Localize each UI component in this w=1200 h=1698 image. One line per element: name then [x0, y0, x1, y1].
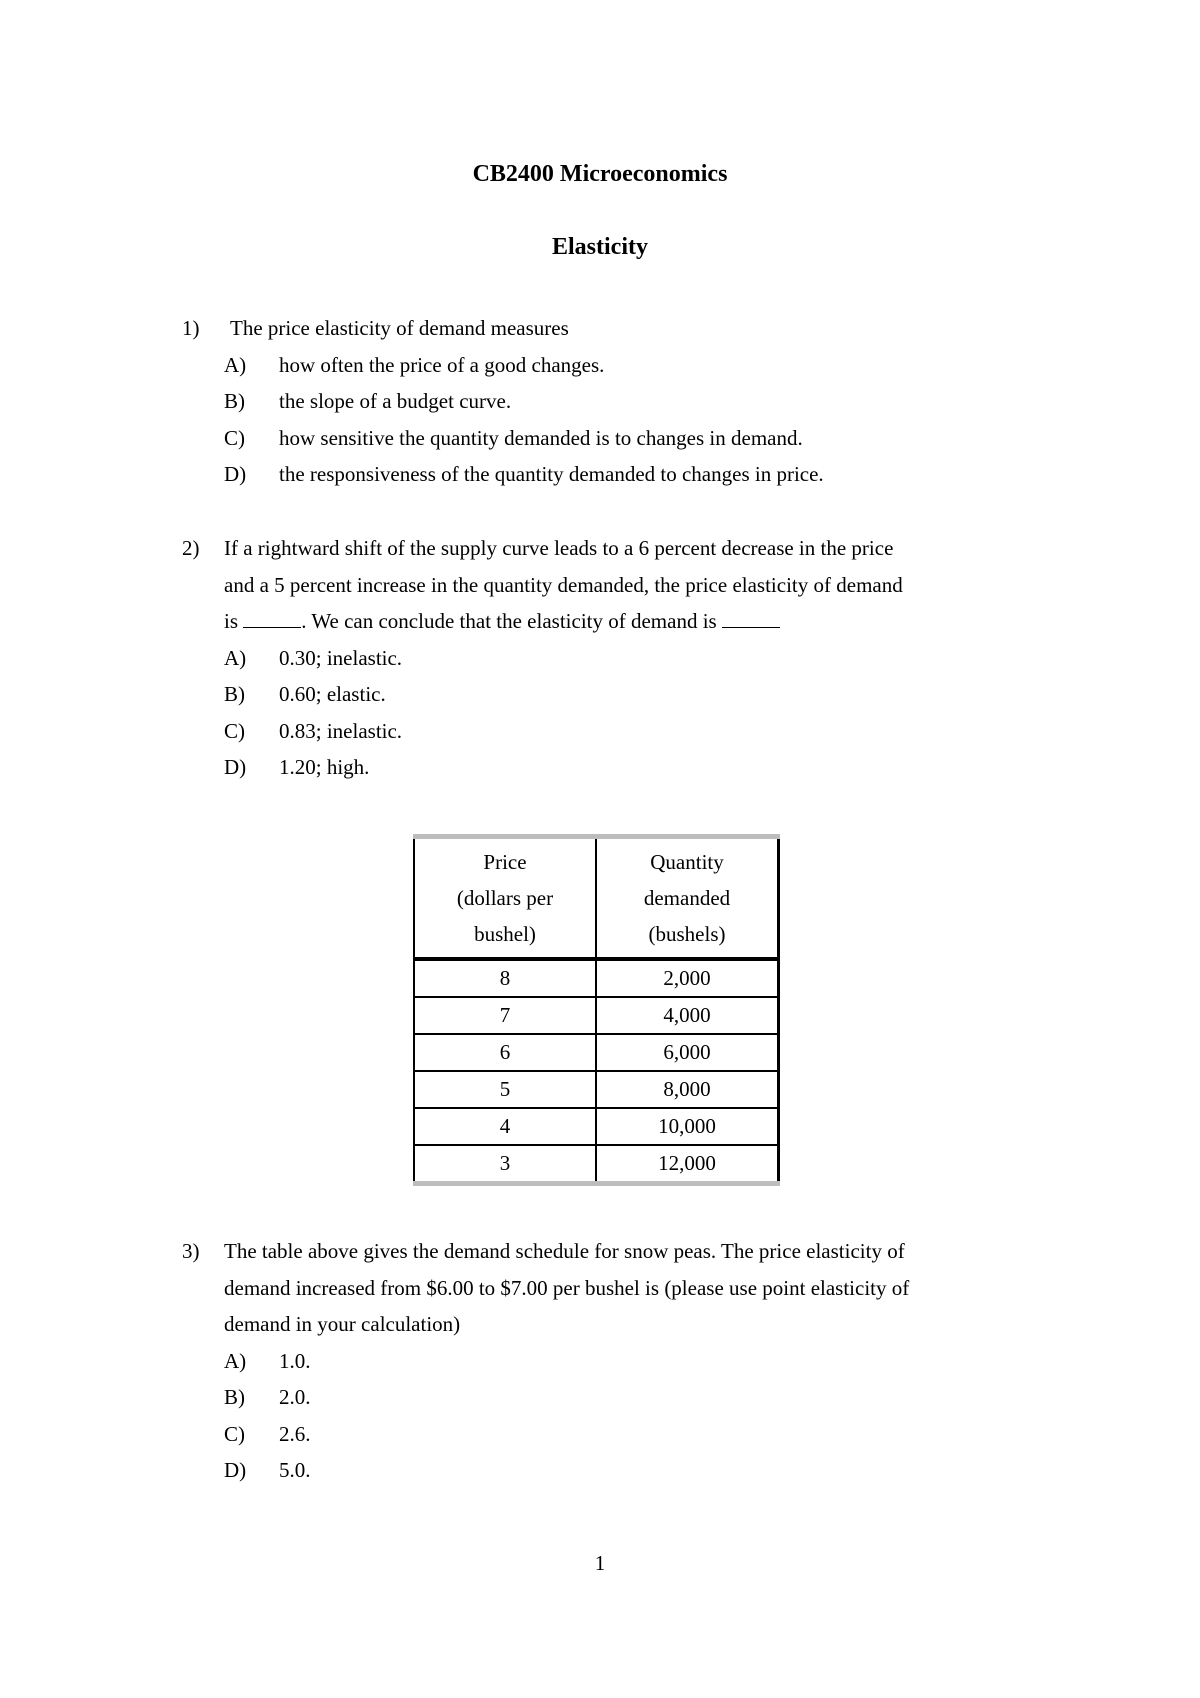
answer-blank: [722, 607, 780, 628]
answer-option: C) 2.6.: [224, 1421, 311, 1446]
price-cell: 5: [414, 1071, 596, 1108]
demand-schedule-table: [413, 834, 780, 1186]
price-column-header: Price (dollars per bushel): [414, 837, 596, 960]
question-text-line: If a rightward shift of the supply curve leads to a 6 percent decrease in the price: [224, 536, 894, 560]
answer-option: A) 0.30; inelastic.: [224, 645, 403, 670]
question-number: 1): [182, 316, 200, 340]
question-1: [182, 310, 1042, 493]
answer-option: A) how often the price of a good changes.: [224, 352, 605, 377]
topic-title: Elasticity: [552, 234, 648, 260]
question-number: 2): [182, 536, 200, 560]
question-text: The price elasticity of demand measures: [230, 316, 569, 340]
quantity-cell: 6,000: [596, 1034, 779, 1071]
quantity-cell: 12,000: [596, 1145, 779, 1184]
question-text-line: is . We can conclude that the elasticity of demand is: [182, 603, 1042, 640]
table-row: [414, 959, 779, 997]
price-cell: 8: [414, 959, 596, 997]
answer-option: B) 2.0.: [224, 1385, 311, 1409]
question-text-line: demand in your calculation): [224, 1312, 461, 1336]
question-text-line: demand increased from $6.00 to $7.00 per bushel is (please use point elasticity of: [224, 1275, 910, 1300]
table-row: [414, 1034, 779, 1071]
question-3: [182, 1233, 1042, 1489]
question-number: 3): [182, 1239, 200, 1263]
answer-option: B) 0.60; elastic.: [224, 682, 386, 706]
table-row: [414, 1108, 779, 1145]
table-row: [414, 997, 779, 1034]
price-cell: 4: [414, 1108, 596, 1145]
answer-option: C) how sensitive the quantity demanded is to changes in demand.: [224, 425, 803, 450]
table-row: [414, 1145, 779, 1184]
quantity-column-header: Quantity demanded (bushels): [596, 837, 779, 960]
course-title: CB2400 Microeconomics: [472, 161, 728, 187]
answer-blank: [243, 607, 301, 628]
price-cell: 7: [414, 997, 596, 1034]
question-text-line: The table above gives the demand schedule for snow peas. The price elasticity of: [224, 1239, 905, 1263]
price-cell: 3: [414, 1145, 596, 1184]
quantity-cell: 8,000: [596, 1071, 779, 1108]
answer-option: C) 0.83; inelastic.: [224, 718, 403, 743]
answer-option: B) the slope of a budget curve.: [224, 389, 512, 413]
question-text-line: and a 5 percent increase in the quantity demanded, the price elasticity of demand: [224, 572, 903, 597]
table-header-row: [414, 837, 779, 960]
question-2: [182, 530, 1042, 786]
answer-option: D) 1.20; high.: [224, 755, 370, 779]
table-row: [414, 1071, 779, 1108]
quantity-cell: 10,000: [596, 1108, 779, 1145]
price-cell: 6: [414, 1034, 596, 1071]
quantity-cell: 4,000: [596, 997, 779, 1034]
page-number: 1: [594, 1551, 606, 1575]
answer-option: D) the responsiveness of the quantity demanded to changes in price.: [224, 462, 824, 486]
answer-option: D) 5.0.: [224, 1458, 311, 1482]
answer-option: A) 1.0.: [224, 1348, 311, 1373]
quantity-cell: 2,000: [596, 959, 779, 997]
